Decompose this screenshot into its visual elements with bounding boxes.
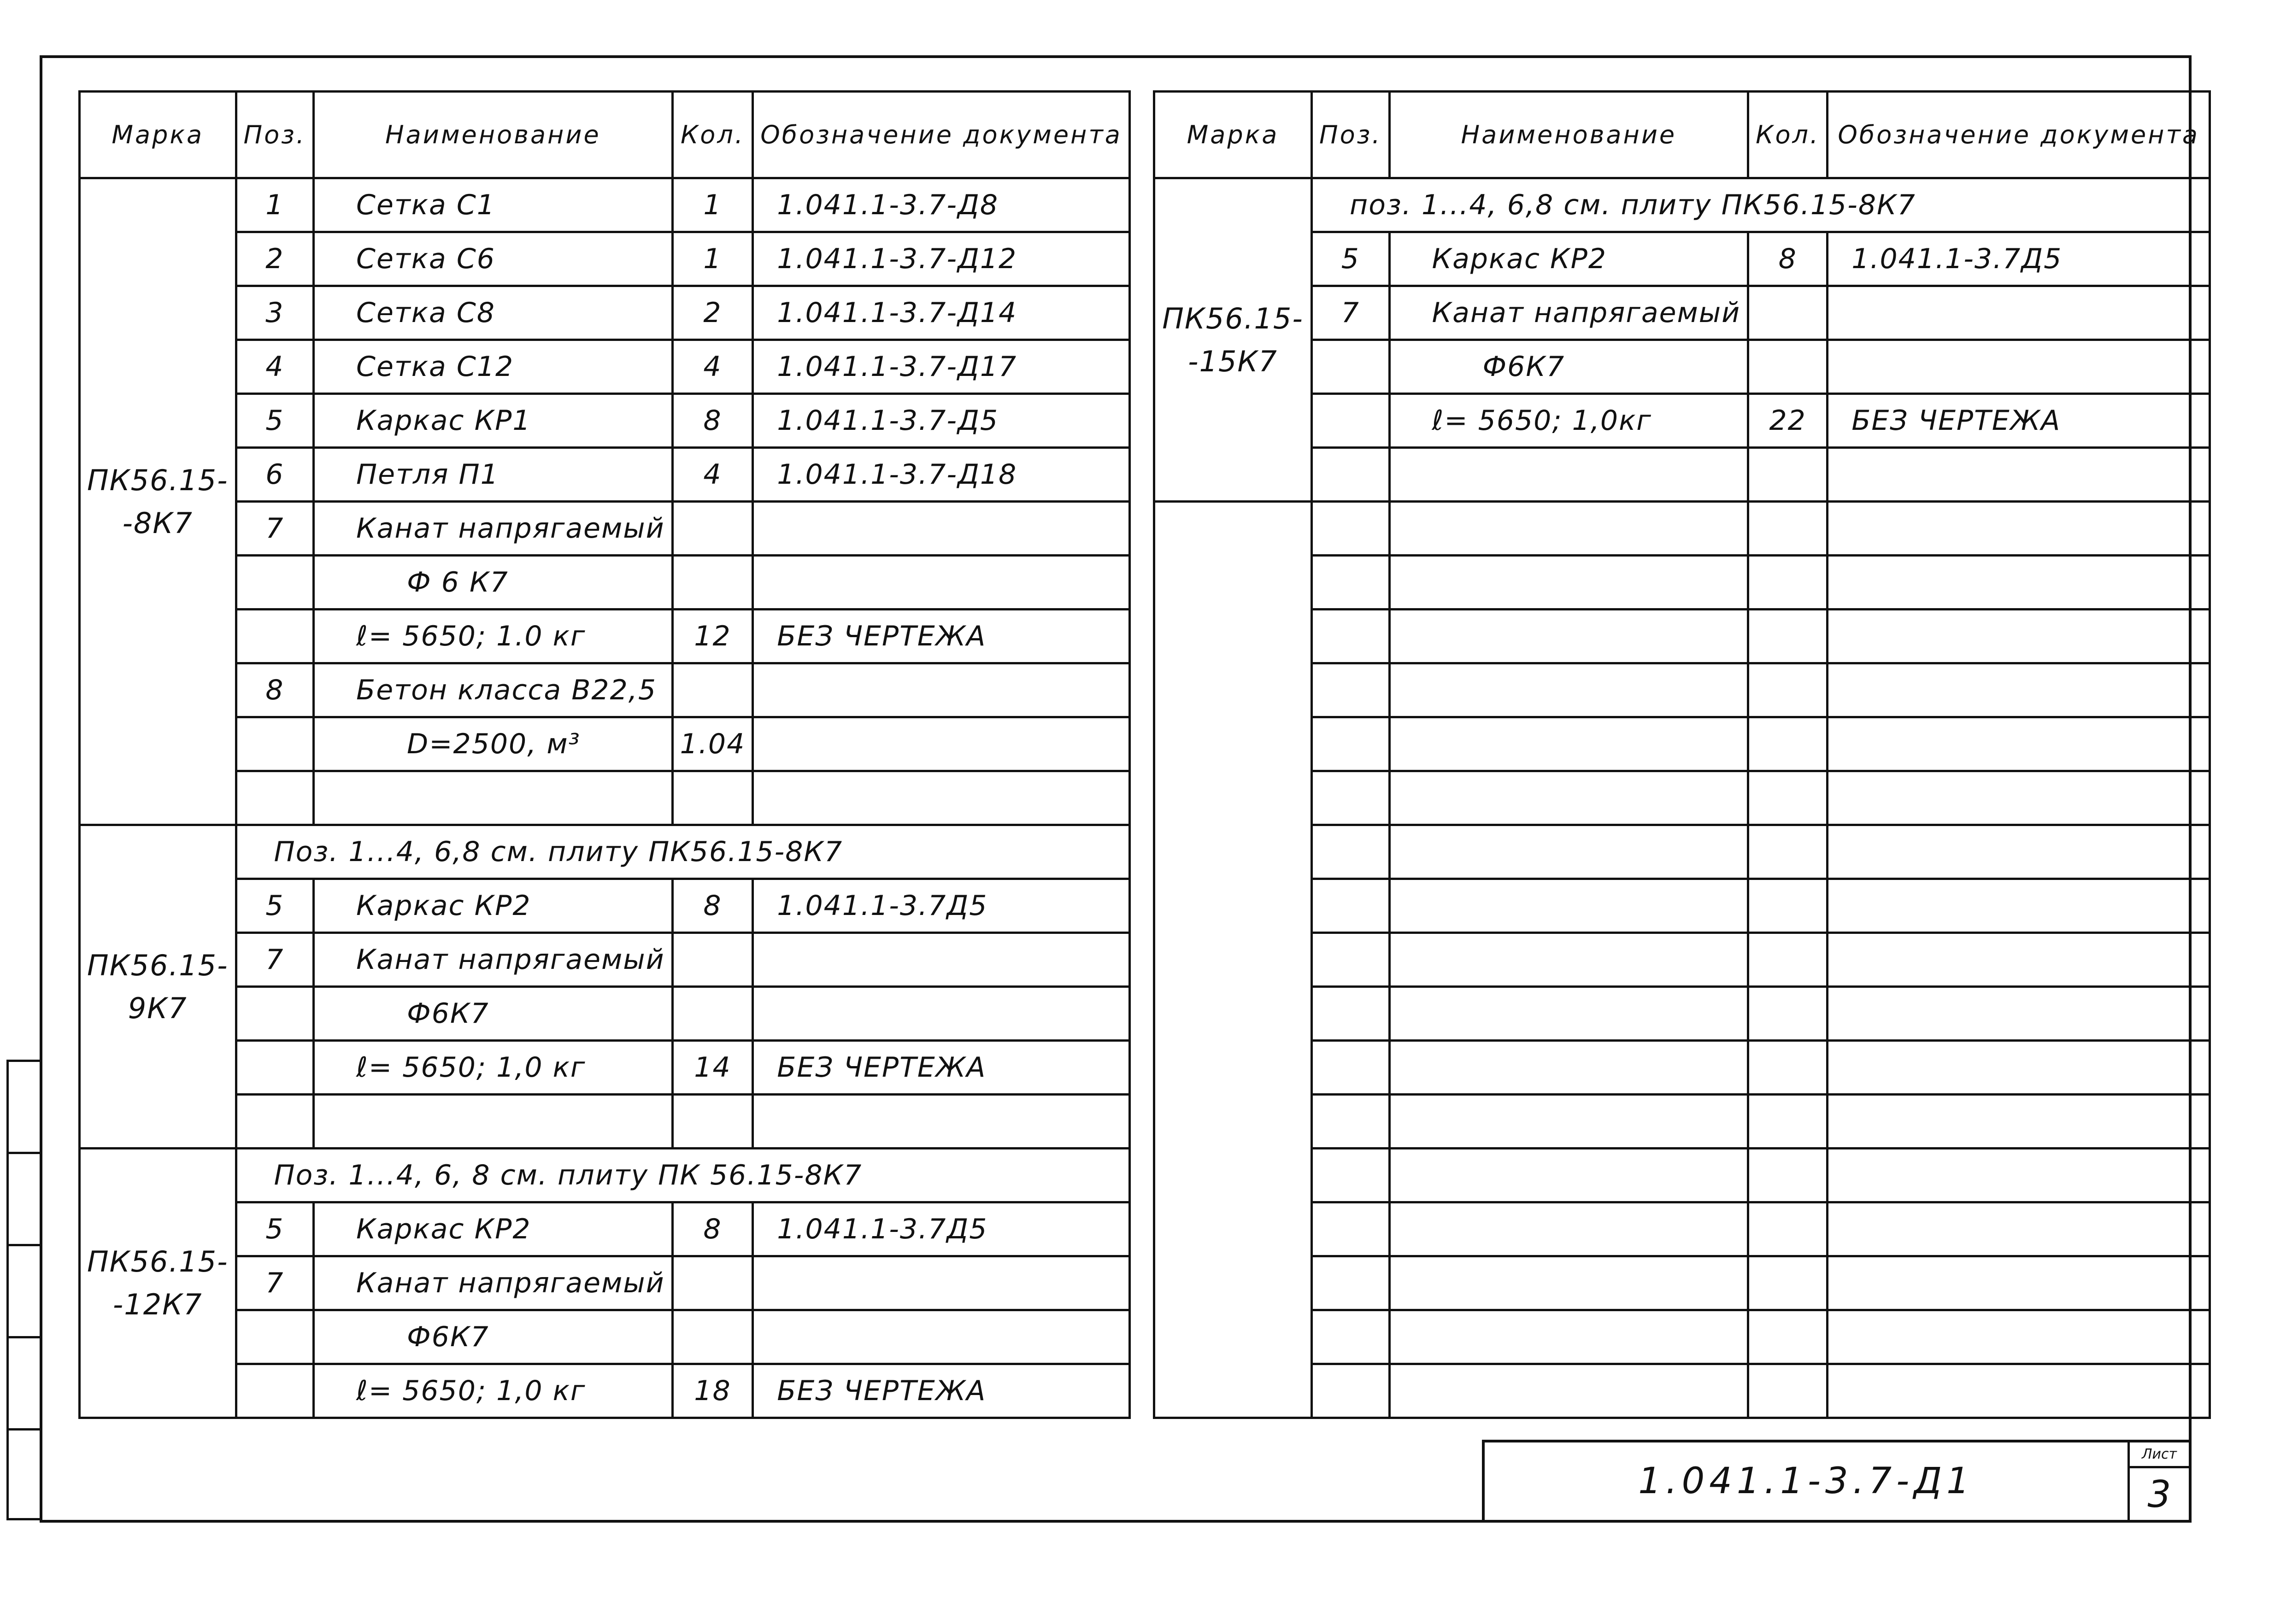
doc-cell: [753, 1256, 1130, 1310]
empty-row: [1154, 879, 2210, 933]
name-cell: Канат напрягаемый: [1389, 286, 1748, 340]
pos-cell: 7: [236, 502, 314, 556]
header-mark: Марка: [80, 92, 236, 178]
mark-cell: ПК56.15- 9К7: [80, 825, 236, 1149]
qty-cell: [1748, 771, 1828, 825]
doc-cell: [1828, 717, 2210, 771]
qty-cell: 8: [1748, 232, 1828, 286]
empty-row: [1154, 1202, 2210, 1256]
header-row: [1154, 92, 2210, 178]
header-qty: Кол.: [672, 92, 753, 178]
doc-cell: 1.041.1-3.7-Д18: [753, 448, 1130, 502]
note-row: [1154, 178, 2210, 232]
header-pos: Поз.: [1312, 92, 1390, 178]
name-cell: [1389, 1256, 1748, 1310]
pos-cell: [1312, 987, 1390, 1041]
qty-cell: [1748, 1095, 1828, 1149]
table-row: [80, 1202, 1130, 1256]
name-cell: Канат напрягаемый: [314, 502, 673, 556]
doc-cell: [753, 1095, 1130, 1149]
qty-cell: [1748, 448, 1828, 502]
header-doc: Обозначение документа: [1828, 92, 2210, 178]
qty-cell: 1.04: [672, 717, 753, 771]
pos-cell: [236, 771, 314, 825]
header-name: Наименование: [1389, 92, 1748, 178]
pos-cell: 8: [236, 663, 314, 717]
name-cell: Ф6К7: [314, 1310, 673, 1364]
doc-cell: [1828, 933, 2210, 987]
qty-cell: 8: [672, 394, 753, 448]
empty-row: [1154, 987, 2210, 1041]
name-cell: [1389, 1095, 1748, 1149]
table-row: [80, 879, 1130, 933]
table-row: [80, 286, 1130, 340]
doc-cell: 1.041.1-3.7-Д12: [753, 232, 1130, 286]
name-cell: [1389, 1041, 1748, 1095]
name-cell: Ф 6 К7: [314, 556, 673, 610]
doc-cell: [1828, 556, 2210, 610]
pos-cell: [236, 1364, 314, 1418]
table-row: [80, 178, 1130, 232]
empty-row: [1154, 1149, 2210, 1202]
qty-cell: [1748, 1364, 1828, 1418]
name-cell: [1389, 663, 1748, 717]
table-row: [1154, 286, 2210, 340]
doc-cell: [1828, 879, 2210, 933]
table-row: [80, 394, 1130, 448]
doc-cell: [753, 1310, 1130, 1364]
name-cell: Сетка С1: [314, 178, 673, 232]
name-cell: Петля П1: [314, 448, 673, 502]
table-row: [80, 232, 1130, 286]
qty-cell: [672, 987, 753, 1041]
doc-cell: [1828, 502, 2210, 556]
doc-cell: [1828, 1041, 2210, 1095]
doc-cell: 1.041.1-3.7-Д14: [753, 286, 1130, 340]
doc-cell: [1828, 1149, 2210, 1202]
name-cell: Каркас КР2: [1389, 232, 1748, 286]
table-row: [80, 717, 1130, 771]
doc-cell: 1.041.1-3.7-Д8: [753, 178, 1130, 232]
binding-cell: [9, 1246, 42, 1338]
qty-cell: 4: [672, 448, 753, 502]
empty-row: [1154, 663, 2210, 717]
name-cell: [1389, 933, 1748, 987]
pos-cell: 4: [236, 340, 314, 394]
name-cell: Сетка С12: [314, 340, 673, 394]
doc-cell: БЕЗ ЧЕРТЕЖА: [753, 610, 1130, 663]
pos-cell: [1312, 1202, 1390, 1256]
qty-cell: [1748, 825, 1828, 879]
name-cell: [1389, 1364, 1748, 1418]
table-row: [1154, 394, 2210, 448]
table-row: [80, 556, 1130, 610]
pos-cell: [1312, 933, 1390, 987]
qty-cell: [672, 1095, 753, 1149]
qty-cell: [1748, 340, 1828, 394]
empty-row: [1154, 1310, 2210, 1364]
doc-cell: [1828, 610, 2210, 663]
doc-cell: [753, 663, 1130, 717]
table-row: [80, 502, 1130, 556]
pos-cell: [236, 1095, 314, 1149]
pos-cell: [1312, 448, 1390, 502]
doc-cell: 1.041.1-3.7Д5: [753, 1202, 1130, 1256]
qty-cell: [1748, 987, 1828, 1041]
doc-cell: [1828, 987, 2210, 1041]
pos-cell: 5: [236, 394, 314, 448]
qty-cell: 1: [672, 178, 753, 232]
group-note: Поз. 1...4, 6, 8 см. плиту ПК 56.15-8К7: [236, 1149, 1129, 1202]
name-cell: [1389, 717, 1748, 771]
header-mark: Марка: [1154, 92, 1312, 178]
doc-cell: [1828, 340, 2210, 394]
name-cell: Бетон класса В22,5: [314, 663, 673, 717]
name-cell: [314, 1095, 673, 1149]
pos-cell: [1312, 1256, 1390, 1310]
mark-cell: ПК56.15- -8К7: [80, 178, 236, 825]
doc-cell: [1828, 771, 2210, 825]
empty-row: [1154, 1256, 2210, 1310]
table-row: [80, 771, 1130, 825]
doc-cell: [753, 502, 1130, 556]
doc-cell: БЕЗ ЧЕРТЕЖА: [753, 1364, 1130, 1418]
name-cell: Сетка С6: [314, 232, 673, 286]
binding-strip: [6, 1060, 42, 1520]
doc-cell: БЕЗ ЧЕРТЕЖА: [1828, 394, 2210, 448]
qty-cell: [1748, 1041, 1828, 1095]
empty-row: [1154, 610, 2210, 663]
pos-cell: [1312, 340, 1390, 394]
sheet-label: Лист: [2130, 1442, 2189, 1468]
pos-cell: [1312, 717, 1390, 771]
table-row: [1154, 232, 2210, 286]
qty-cell: [1748, 610, 1828, 663]
name-cell: [1389, 502, 1748, 556]
qty-cell: [1748, 286, 1828, 340]
empty-row: [1154, 771, 2210, 825]
name-cell: Ф6К7: [1389, 340, 1748, 394]
table-row: [80, 663, 1130, 717]
qty-cell: 1: [672, 232, 753, 286]
empty-row: [1154, 933, 2210, 987]
qty-cell: [672, 1256, 753, 1310]
qty-cell: 18: [672, 1364, 753, 1418]
pos-cell: [1312, 610, 1390, 663]
note-row: [80, 1149, 1130, 1202]
name-cell: ℓ= 5650; 1,0 кг: [314, 1364, 673, 1418]
pos-cell: 6: [236, 448, 314, 502]
qty-cell: [1748, 663, 1828, 717]
header-row: [80, 92, 1130, 178]
name-cell: [1389, 825, 1748, 879]
doc-cell: 1.041.1-3.7-Д17: [753, 340, 1130, 394]
pos-cell: [236, 717, 314, 771]
pos-cell: [236, 987, 314, 1041]
group-note: поз. 1...4, 6,8 см. плиту ПК56.15-8К7: [1312, 178, 2210, 232]
left-table-body: [80, 178, 1130, 1418]
specification-table-left: [78, 90, 1131, 1419]
pos-cell: 2: [236, 232, 314, 286]
qty-cell: [672, 771, 753, 825]
doc-cell: [1828, 1364, 2210, 1418]
qty-cell: [1748, 1256, 1828, 1310]
pos-cell: 7: [236, 1256, 314, 1310]
qty-cell: [672, 933, 753, 987]
qty-cell: [672, 663, 753, 717]
name-cell: [1389, 610, 1748, 663]
pos-cell: [1312, 663, 1390, 717]
name-cell: [1389, 987, 1748, 1041]
qty-cell: [672, 502, 753, 556]
qty-cell: 2: [672, 286, 753, 340]
pos-cell: [236, 610, 314, 663]
pos-cell: [1312, 1310, 1390, 1364]
name-cell: Каркас КР1: [314, 394, 673, 448]
pos-cell: 5: [1312, 232, 1390, 286]
specification-table-right: [1153, 90, 2211, 1419]
qty-cell: [1748, 1310, 1828, 1364]
table-row: [1154, 448, 2210, 502]
mark-cell-empty: [1154, 502, 1312, 1418]
name-cell: Каркас КР2: [314, 879, 673, 933]
mark-cell: ПК56.15- -15К7: [1154, 178, 1312, 502]
doc-cell: [1828, 448, 2210, 502]
doc-cell: [1828, 1310, 2210, 1364]
doc-cell: [1828, 1256, 2210, 1310]
pos-cell: 5: [236, 879, 314, 933]
name-cell: ℓ= 5650; 1,0кг: [1389, 394, 1748, 448]
name-cell: Сетка С8: [314, 286, 673, 340]
name-cell: [314, 771, 673, 825]
table-row: [80, 448, 1130, 502]
pos-cell: [236, 556, 314, 610]
qty-cell: [672, 556, 753, 610]
pos-cell: 7: [1312, 286, 1390, 340]
qty-cell: [1748, 717, 1828, 771]
table-row: [80, 987, 1130, 1041]
doc-cell: [753, 771, 1130, 825]
qty-cell: 8: [672, 879, 753, 933]
table-row: [80, 1041, 1130, 1095]
doc-cell: [753, 717, 1130, 771]
qty-cell: 8: [672, 1202, 753, 1256]
pos-cell: 5: [236, 1202, 314, 1256]
doc-cell: [753, 556, 1130, 610]
qty-cell: 12: [672, 610, 753, 663]
qty-cell: [1748, 502, 1828, 556]
pos-cell: [236, 1041, 314, 1095]
empty-row: [1154, 502, 2210, 556]
name-cell: Ф6К7: [314, 987, 673, 1041]
qty-cell: 22: [1748, 394, 1828, 448]
title-block: [1482, 1440, 2192, 1523]
pos-cell: [236, 1310, 314, 1364]
name-cell: Канат напрягаемый: [314, 1256, 673, 1310]
pos-cell: [1312, 502, 1390, 556]
pos-cell: [1312, 771, 1390, 825]
doc-cell: 1.041.1-3.7Д5: [753, 879, 1130, 933]
pos-cell: [1312, 879, 1390, 933]
qty-cell: [1748, 879, 1828, 933]
doc-cell: [1828, 663, 2210, 717]
pos-cell: [1312, 1095, 1390, 1149]
binding-cell: [9, 1154, 42, 1246]
table-row: [1154, 340, 2210, 394]
name-cell: Канат напрягаемый: [314, 933, 673, 987]
doc-cell: 1.041.1-3.7Д5: [1828, 232, 2210, 286]
empty-row: [1154, 556, 2210, 610]
qty-cell: 4: [672, 340, 753, 394]
doc-cell: [1828, 825, 2210, 879]
empty-row: [1154, 1364, 2210, 1418]
empty-row: [1154, 717, 2210, 771]
name-cell: ℓ= 5650; 1,0 кг: [314, 1041, 673, 1095]
header-qty: Кол.: [1748, 92, 1828, 178]
header-doc: Обозначение документа: [753, 92, 1130, 178]
table-row: [80, 1364, 1130, 1418]
name-cell: D=2500, м³: [314, 717, 673, 771]
pos-cell: [1312, 825, 1390, 879]
note-row: [80, 825, 1130, 879]
header-pos: Поз.: [236, 92, 314, 178]
name-cell: ℓ= 5650; 1.0 кг: [314, 610, 673, 663]
mark-cell: ПК56.15- -12К7: [80, 1149, 236, 1418]
name-cell: [1389, 879, 1748, 933]
qty-cell: [1748, 933, 1828, 987]
pos-cell: 7: [236, 933, 314, 987]
sheet-number: 3: [2147, 1472, 2171, 1516]
qty-cell: [1748, 556, 1828, 610]
name-cell: [1389, 1310, 1748, 1364]
pos-cell: [1312, 1149, 1390, 1202]
table-row: [80, 1310, 1130, 1364]
pos-cell: 1: [236, 178, 314, 232]
name-cell: Каркас КР2: [314, 1202, 673, 1256]
table-row: [80, 340, 1130, 394]
qty-cell: 14: [672, 1041, 753, 1095]
qty-cell: [1748, 1149, 1828, 1202]
qty-cell: [1748, 1202, 1828, 1256]
doc-cell: 1.041.1-3.7-Д5: [753, 394, 1130, 448]
name-cell: [1389, 1202, 1748, 1256]
right-table-body: [1154, 178, 2210, 1418]
doc-cell: [1828, 286, 2210, 340]
name-cell: [1389, 771, 1748, 825]
doc-cell: [753, 933, 1130, 987]
document-code: 1.041.1-3.7-Д1: [1485, 1442, 2130, 1520]
name-cell: [1389, 448, 1748, 502]
empty-row: [1154, 1041, 2210, 1095]
binding-cell: [9, 1062, 42, 1154]
pos-cell: [1312, 1041, 1390, 1095]
doc-cell: [753, 987, 1130, 1041]
table-row: [80, 1095, 1130, 1149]
name-cell: [1389, 1149, 1748, 1202]
table-row: [80, 1256, 1130, 1310]
empty-row: [1154, 825, 2210, 879]
name-cell: [1389, 556, 1748, 610]
table-row: [80, 933, 1130, 987]
doc-cell: [1828, 1202, 2210, 1256]
header-name: Наименование: [314, 92, 673, 178]
pos-cell: 3: [236, 286, 314, 340]
pos-cell: [1312, 556, 1390, 610]
group-note: Поз. 1...4, 6,8 см. плиту ПК56.15-8К7: [236, 825, 1129, 879]
pos-cell: [1312, 394, 1390, 448]
doc-cell: БЕЗ ЧЕРТЕЖА: [753, 1041, 1130, 1095]
binding-cell: [9, 1338, 42, 1431]
empty-row: [1154, 1095, 2210, 1149]
table-row: [80, 610, 1130, 663]
qty-cell: [672, 1310, 753, 1364]
doc-cell: [1828, 1095, 2210, 1149]
pos-cell: [1312, 1364, 1390, 1418]
